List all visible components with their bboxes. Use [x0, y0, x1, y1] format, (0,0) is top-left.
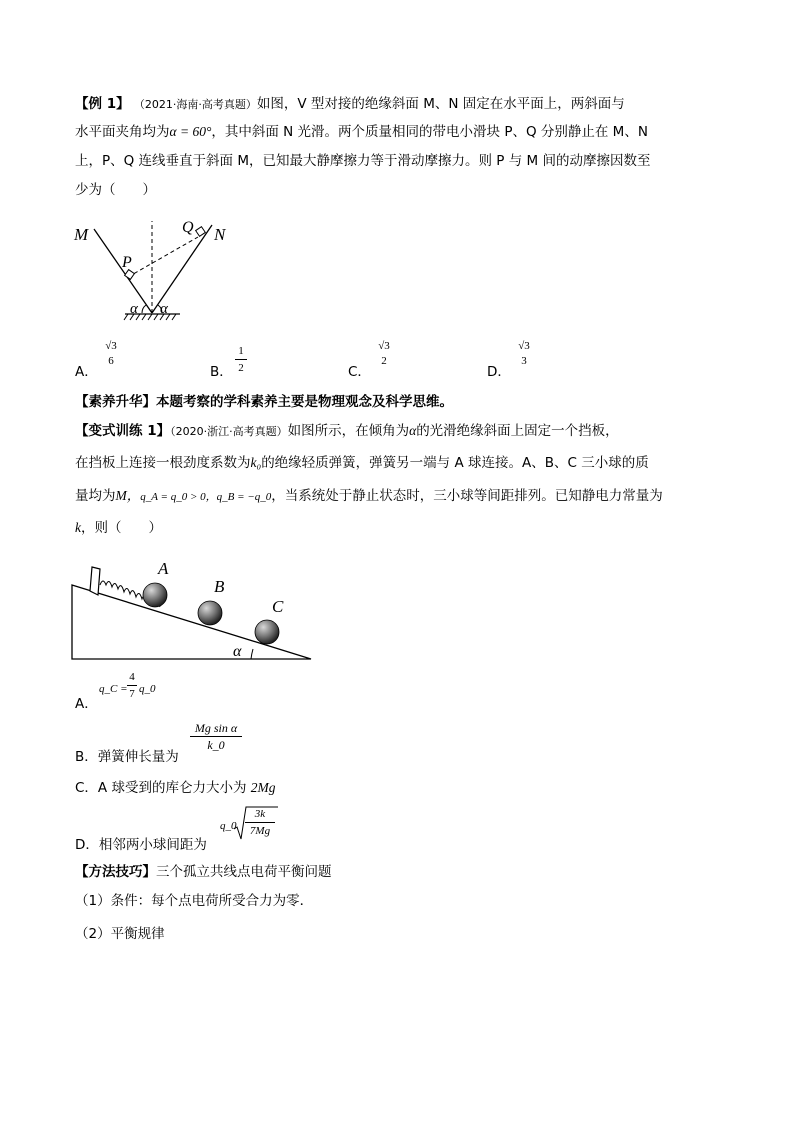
method-item-1: （1）条件：每个点电荷所受合力为零．	[75, 893, 314, 909]
variant-option-c[interactable]	[75, 776, 276, 796]
variant-option-b-den: k_0	[207, 738, 225, 752]
variant1-mass: M，	[115, 488, 141, 503]
variant-option-d-den: 7Mg	[249, 825, 271, 837]
option-c-letter[interactable]: C．	[348, 364, 371, 380]
example1-source: （2021·海南·高考真题）	[133, 98, 257, 111]
v-slope-figure	[70, 215, 230, 325]
block-p	[125, 270, 135, 280]
ball-c	[255, 620, 279, 644]
option-c-num: √3	[378, 340, 390, 352]
option-c-value[interactable]	[373, 339, 395, 368]
variant-option-d-num: 3k	[254, 808, 266, 820]
example1-tag: 【例 1】	[75, 96, 130, 112]
variant-option-c-value: 2Mg	[250, 780, 276, 795]
variant1-qa: q_A = q_0 > 0	[140, 491, 206, 503]
example1-line1-text: 如图，V 型对接的绝缘斜面 M、N 固定在水平面上，两斜面与	[256, 96, 625, 112]
label-q: Q	[182, 219, 194, 236]
variant1-source: （2020·浙江·高考真题）	[170, 425, 288, 438]
variant1-line2a: 在挡板上连接一根劲度系数为	[75, 455, 251, 471]
option-b-num: 1	[238, 345, 244, 357]
option-a-num: √3	[105, 340, 117, 352]
label-m: M	[74, 225, 89, 244]
option-d-den: 3	[521, 355, 527, 367]
variant-option-a-letter: A．	[75, 696, 98, 712]
example1-line1	[75, 94, 625, 115]
slope-n-line	[152, 225, 212, 313]
variant1-alpha: α	[409, 423, 417, 438]
variant-option-b[interactable]: B．弹簧伸长量为	[75, 749, 179, 765]
method-title: 三个孤立共线点电荷平衡问题	[156, 864, 332, 880]
label-n: N	[214, 225, 226, 244]
option-a-den: 6	[108, 355, 114, 367]
option-b-den: 2	[238, 362, 244, 374]
angle-arc-left	[142, 305, 146, 313]
example1-line2a: 水平面夹角均为	[75, 124, 170, 140]
variant-option-a-den: 7	[129, 688, 135, 700]
literacy-tag: 【素养升华】	[75, 394, 156, 410]
option-a-value[interactable]	[100, 339, 122, 368]
variant1-k0: k₀	[250, 455, 262, 470]
variant1-qb: ，q_B = −q_0	[205, 491, 272, 503]
variant1-tag: 【变式训练 1】	[75, 423, 171, 439]
example1-line2	[75, 122, 648, 142]
option-c-den: 2	[381, 355, 387, 367]
example1-line3: 上，P、Q 连线垂直于斜面 M，已知最大静摩擦力等于滑动摩擦力。则 P 与 M 间的动摩擦因数至	[75, 153, 651, 169]
label-ball-c: C	[272, 597, 284, 616]
label-alpha-right: α	[160, 301, 168, 317]
option-b-value[interactable]	[235, 344, 247, 375]
method-item-2: （2）平衡规律	[75, 926, 165, 942]
option-b-letter[interactable]: B．	[210, 364, 233, 380]
variant1-line1b: 的光滑绝缘斜面上固定一个挡板，	[416, 423, 619, 439]
variant-option-a-frac	[127, 670, 137, 701]
variant1-line1	[75, 421, 619, 442]
variant-option-a-q0: q_0	[139, 683, 156, 695]
variant1-line2b: 的绝缘轻质弹簧，弹簧另一端与 A 球连接。A、B、C 三小球的质	[261, 455, 649, 471]
method-line	[75, 862, 332, 882]
ball-b	[198, 601, 222, 625]
literacy-text: 本题考察的学科素养主要是物理观念及科学思维。	[156, 394, 453, 410]
angle-expression: α = 60°	[169, 124, 212, 139]
label-alpha-left: α	[130, 301, 138, 317]
variant-option-b-frac	[190, 721, 242, 752]
example1-line4: 少为（ ）	[75, 182, 156, 198]
variant1-line1a: 如图所示，在倾角为	[287, 423, 410, 439]
variant1-line3	[75, 486, 663, 507]
incline-figure	[70, 555, 320, 665]
variant-option-c-text: C．A 球受到的库仑力大小为	[75, 780, 247, 796]
variant-option-a-num: 4	[129, 671, 135, 683]
label-p: P	[122, 254, 132, 271]
label-ball-a: A	[158, 559, 169, 578]
pq-dashed-line	[128, 237, 198, 277]
block-q	[196, 227, 206, 237]
literacy-line	[75, 392, 453, 412]
variant-option-a[interactable]	[75, 692, 98, 712]
option-d-letter[interactable]: D．	[487, 364, 511, 380]
variant-option-a-lhs: q_C =	[99, 683, 128, 695]
variant1-line3a: 量均为	[75, 488, 116, 504]
label-alpha: α	[233, 643, 242, 660]
variant1-line4-rest: ，则（ ）	[81, 520, 162, 536]
option-d-value[interactable]	[513, 339, 535, 368]
variant-option-b-num: Mg sin α	[194, 721, 238, 735]
ball-a	[143, 583, 167, 607]
label-ball-b: B	[214, 577, 225, 596]
variant1-k: k	[75, 520, 81, 535]
variant1-line4	[75, 518, 162, 538]
option-d-num: √3	[518, 340, 530, 352]
example1-line2b: ，其中斜面 N 光滑。两个质量相同的带电小滑块 P、Q 分别静止在 M、N	[211, 124, 648, 140]
option-a-letter[interactable]: A．	[75, 364, 98, 380]
variant-option-d-q0: q_0	[220, 820, 237, 832]
slope-m-line	[94, 229, 152, 313]
barrier	[90, 567, 100, 595]
variant1-line3b: ，当系统处于静止状态时，三小球等间距排列。已知静电力常量为	[271, 488, 663, 504]
variant1-line2	[75, 453, 649, 473]
variant-option-d-frac	[245, 807, 275, 838]
method-tag: 【方法技巧】	[75, 864, 156, 880]
variant-option-d[interactable]: D．相邻两小球间距为	[75, 837, 207, 853]
